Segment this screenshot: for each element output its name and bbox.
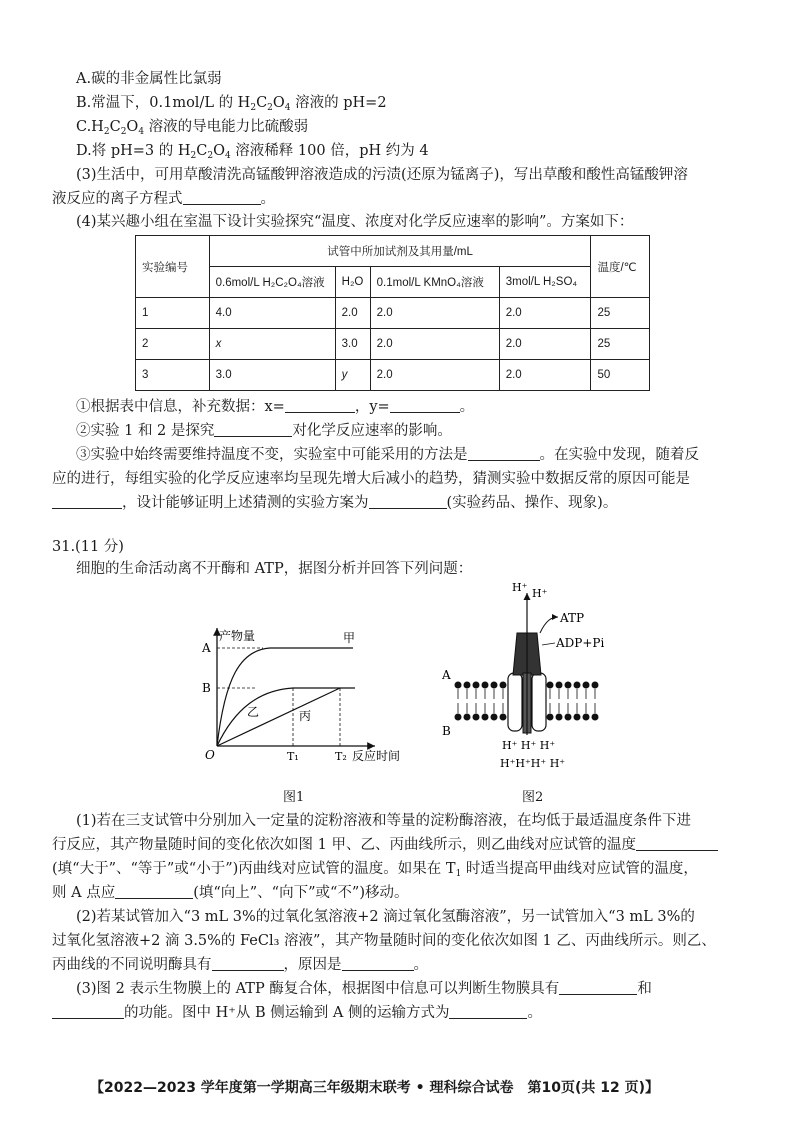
answer-blank[interactable] (214, 422, 292, 437)
cell-h2so4: 2.0 (499, 360, 591, 391)
label-a: A (202, 641, 211, 655)
cell-h2so4: 2.0 (499, 329, 591, 360)
q31-p2-line2: 过氧化氢溶液+2 滴 3.5%的 FeCl₃ 溶液”，其产物量随时间的变化依次如图 1 乙、丙曲线所示。则乙、 (52, 933, 716, 949)
cell-temp: 25 (591, 298, 650, 329)
q31-p3-line2: 的功能。图中 H⁺从 B 侧运输到 A 侧的运输方式为 。 (52, 1004, 542, 1022)
table-header-id: 实验编号 (136, 236, 210, 298)
q31-p3-line1: (3)图 2 表示生物膜上的 ATP 酶复合体，根据图中信息可以判断生物膜具有 和 (76, 981, 652, 997)
q31-p2-line1: (2)若某试管加入“3 mL 3%的过氧化氢溶液+2 滴过氧化氢酶溶液”，另一试管加入“3 mL 3%的 (76, 909, 695, 925)
cell-kmno4: 2.0 (370, 360, 499, 391)
option-a: A.碳的非金属性比氯弱 (76, 71, 222, 87)
table-header-temp: 温度/℃ (591, 236, 650, 298)
cell-h2o: y (335, 360, 370, 391)
answer-blank[interactable] (369, 494, 447, 509)
option-b: B.常温下，0.1mol/L 的 $H_2C_2O_4$ 溶液的 pH=2 (76, 95, 387, 113)
cell-h2o: 2.0 (335, 298, 370, 329)
answer-blank[interactable] (636, 836, 718, 851)
cell-h2c2o4: 4.0 (209, 298, 335, 329)
cell-kmno4: 2.0 (370, 298, 499, 329)
answer-blank-x[interactable] (285, 398, 355, 413)
h-bottom-label: H⁺ H⁺ H⁺ (502, 739, 556, 752)
curve-jia (217, 648, 353, 746)
experiment-table (135, 235, 650, 391)
side-a-label: A (442, 668, 451, 682)
cell-h2o: 3.0 (335, 329, 370, 360)
t1-label: T₁ (287, 750, 299, 763)
adp-label: ADP+Pi (556, 636, 605, 650)
figure-2-caption: 图2 (522, 790, 544, 805)
atp-synthase-left-subunit (508, 673, 522, 731)
cell-temp: 25 (591, 329, 650, 360)
q31-p1-line4: 则 A 点应 (填“向上”、“向下”或“不”)移动。 (52, 885, 409, 901)
answer-blank[interactable] (52, 1004, 124, 1019)
x-axis-label: 反应时间 (352, 749, 401, 763)
answer-blank-y[interactable] (390, 398, 460, 413)
answer-blank[interactable] (212, 956, 284, 971)
cell-h2so4: 2.0 (499, 298, 591, 329)
h-top-label-2: H⁺ (532, 587, 548, 600)
table-group-header: 试管中所加试剂及其用量/mL (209, 236, 591, 267)
figure-1-caption: 图1 (283, 790, 305, 805)
answer-blank[interactable] (559, 980, 637, 995)
q4-intro: (4)某兴趣小组在室温下设计实验探究“温度、浓度对化学反应速率的影响”。方案如下： (76, 214, 634, 230)
option-c: $C.H_2C_2O_4$ 溶液的导电能力比硫酸弱 (76, 119, 309, 137)
answer-blank[interactable] (183, 190, 261, 205)
page-footer: 【2022—2023 学年度第一学期高三年级期末联考 • 理科综合试卷 第10页(共 12 页)】 (90, 1080, 660, 1096)
table-header-kmno4: 0.1mol/L KMnO₄溶液 (370, 267, 499, 298)
origin-label: O (205, 748, 215, 762)
curve-jia-label: 甲 (343, 631, 356, 645)
table-row (136, 360, 650, 391)
q4-sub1: ①根据表中信息，补充数据：x= ，y= 。 (76, 399, 475, 415)
cell-id: 3 (136, 360, 210, 391)
cell-temp: 50 (591, 360, 650, 391)
adp-pointer (542, 643, 555, 645)
q3-line2: 液反应的离子方程式 。 (52, 191, 275, 207)
cell-h2c2o4: 3.0 (209, 360, 335, 391)
label-b: B (202, 681, 211, 695)
q31-p1-line1: (1)若在三支试管中分别加入一定量的淀粉溶液和等量的淀粉酶溶液，在均低于最适温度条件下进 (76, 813, 692, 829)
atp-synthase-right-subunit (532, 673, 546, 731)
q4-sub3-line3: ，设计能够证明上述猜测的实验方案为 (实验药品、操作、现象)。 (52, 494, 617, 512)
q31-p1-line3: (填“大于”、“等于”或“小于”)丙曲线对应试管的温度。如果在 $T_1$ 时适当提高甲曲线对应试管的温度， (52, 861, 698, 879)
answer-blank[interactable] (449, 1004, 527, 1019)
figure-2-diagram (440, 575, 620, 780)
y-axis-label: 产物量 (219, 629, 256, 643)
t2-label: T₂ (335, 750, 347, 763)
table-row (136, 298, 650, 329)
curve-yi-label: 乙 (247, 705, 260, 719)
curve-yi (217, 688, 355, 746)
h-bottom-label-2: H⁺H⁺H⁺ H⁺ (500, 757, 566, 770)
q31-p2-line3: 丙曲线的不同说明酶具有 ，原因是 。 (52, 957, 428, 973)
table-header-h2o: H₂O (335, 267, 370, 298)
atp-arrow (540, 617, 558, 633)
table-header-h2so4: 3mol/L H₂SO₄ (499, 267, 591, 298)
q4-sub2: ②实验 1 和 2 是探究 对化学反应速率的影响。 (76, 423, 452, 439)
q4-sub3-line2: 应的进行，每组实验的化学反应速率均呈现先增大后减小的趋势，猜测实验中数据反常的原因可能是 (52, 471, 690, 487)
table-row (136, 329, 650, 360)
table-header-h2c2o4: 0.6mol/L H₂C₂O₄溶液 (209, 267, 335, 298)
cell-id: 1 (136, 298, 210, 329)
answer-blank[interactable] (468, 446, 540, 461)
cell-kmno4: 2.0 (370, 329, 499, 360)
figure-1-graph (195, 618, 425, 768)
q3-line1: (3)生活中，可用草酸清洗高锰酸钾溶液造成的污渍(还原为锰离子)，写出草酸和酸性高锰酸钾溶 (76, 167, 688, 183)
curve-bing-label: 丙 (299, 709, 312, 723)
cell-h2c2o4: x (209, 329, 335, 360)
side-b-label: B (442, 724, 451, 738)
q31-intro: 细胞的生命活动离不开酶和 ATP，据图分析并回答下列问题： (76, 561, 473, 577)
answer-blank[interactable] (52, 494, 122, 509)
q4-sub3-line1: ③实验中始终需要维持温度不变，实验室中可能采用的方法是 。在实验中发现，随着反 (76, 447, 699, 463)
cell-id: 2 (136, 329, 210, 360)
h-top-label-1: H⁺ (512, 581, 528, 594)
q31-p1-line2: 行反应，其产物量随时间的变化依次如图 1 甲、乙、丙曲线所示，则乙曲线对应试管的温度 (52, 836, 718, 854)
option-d: D.将 pH=3 的 $H_2C_2O_4$ 溶液稀释 100 倍，pH 约为 4 (76, 143, 429, 161)
question-31-header: 31.(11 分) (52, 539, 124, 555)
answer-blank[interactable] (342, 956, 414, 971)
answer-blank[interactable] (115, 884, 193, 899)
atp-label: ATP (560, 611, 585, 625)
